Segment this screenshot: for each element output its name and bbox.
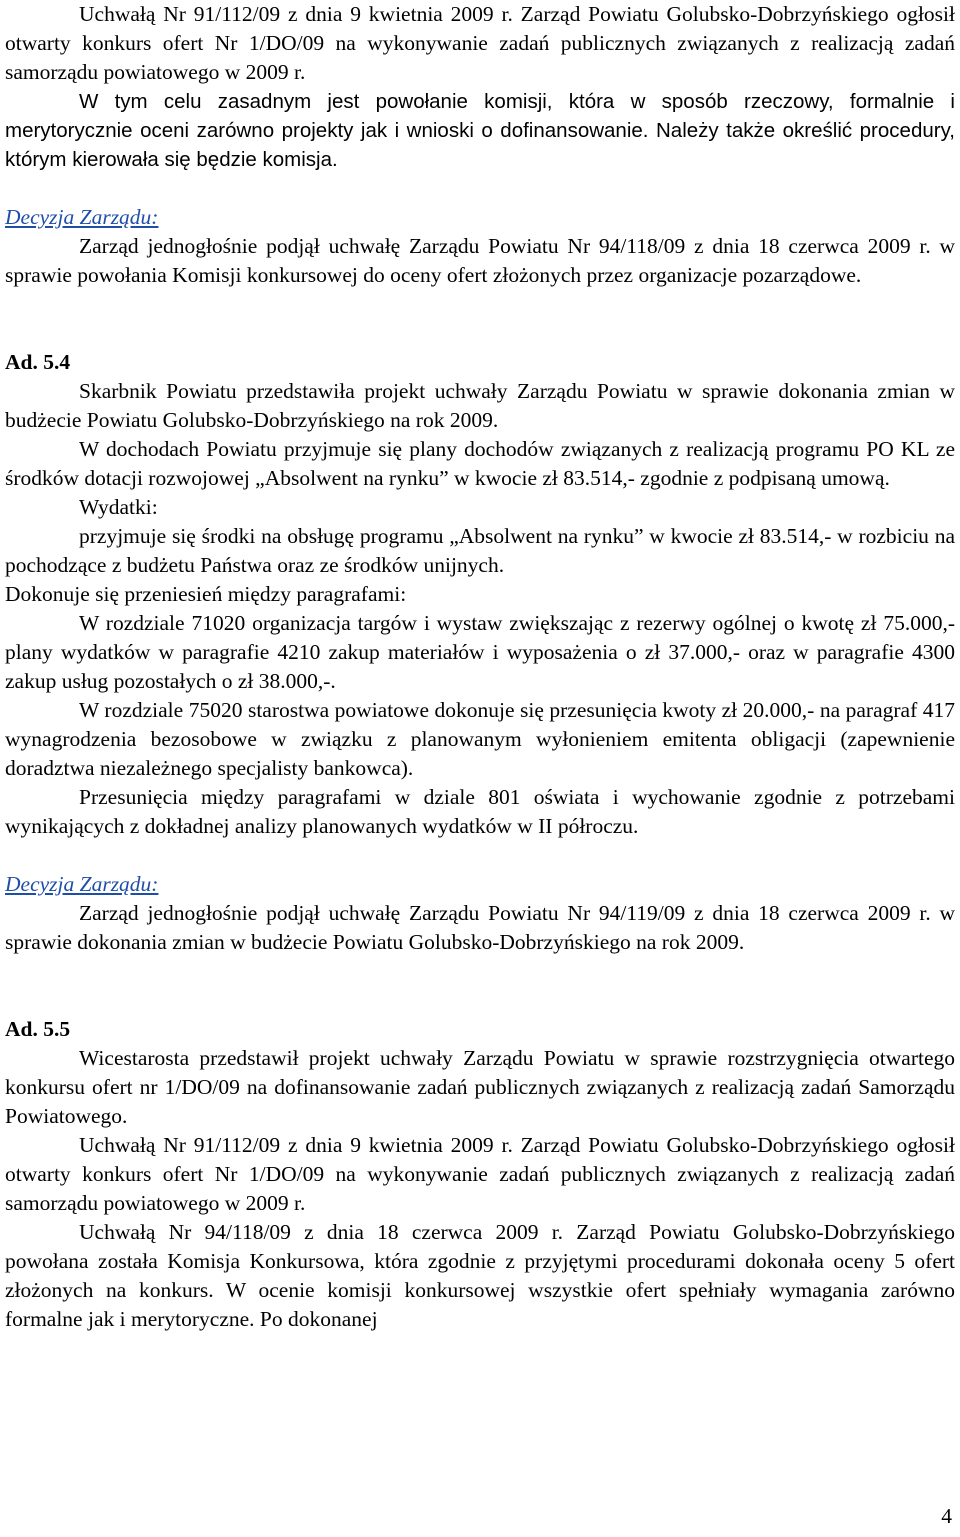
spacer: [0, 290, 960, 348]
decision-text-1: Zarząd jednogłośnie podjął uchwałę Zarządu Powiatu Nr 94/118/09 z dnia 18 czerwca 2009 r. w sprawie powołania Komisji konkursowej do oceny ofert złożonych przez organizacje pozarządowe.: [5, 234, 955, 287]
spacer: [0, 841, 960, 870]
para-rozdzial-71020: W rozdziale 71020 organizacja targów i wystaw zwiększając z rezerwy ogólnej o kwotę zł 75.000,- plany wydatków w paragrafie 4210 zakup materiałów i wyposażenia o zł 37.000,- oraz w paragrafie 4300 zakup usług pozostałych o zł 38.000,-.: [5, 611, 955, 693]
agenda-item-5-5: Ad. 5.5: [5, 1017, 71, 1041]
para-uchwala-94: Uchwałą Nr 94/118/09 z dnia 18 czerwca 2009 r. Zarząd Powiatu Golubsko-Dobrzyńskiego powołana została Komisja Konkursowa, która zgodnie z przyjętymi procedurami dokonała oceny 5 ofert złożonych na konkurs. W ocenie komisji konkursowej wszystkie ofert spełniały wymagania zarówno formalne jak i merytoryczne. Po dokonanej: [5, 1220, 955, 1331]
decision-text-2: Zarząd jednogłośnie podjął uchwałę Zarządu Powiatu Nr 94/119/09 z dnia 18 czerwca 2009 r. w sprawie dokonania zmian w budżecie Powiatu Golubsko-Dobrzyńskiego na rok 2009.: [5, 901, 955, 954]
para-przeniesienia: Dokonuje się przeniesień między paragrafami:: [5, 582, 407, 606]
para-rozdzial-75020: W rozdziale 75020 starostwa powiatowe dokonuje się przesunięcia kwoty zł 20.000,- na paragraf 417 wynagrodzenia bezosobowe w związku z planowanym wyłonieniem emitenta obligacji (zapewnienie doradztwa niezależnego specjalisty bankowca).: [5, 698, 955, 780]
para-uchwala-91: Uchwałą Nr 91/112/09 z dnia 9 kwietnia 2009 r. Zarząd Powiatu Golubsko-Dobrzyńskiego ogłosił otwarty konkurs ofert Nr 1/DO/09 na wykonywanie zadań publicznych związanych z realizacją zadań samorządu powiatowego w 2009 r.: [5, 2, 955, 84]
para-wicestarosta: Wicestarosta przedstawił projekt uchwały Zarządu Powiatu w sprawie rozstrzygnięcia otwartego konkursu ofert nr 1/DO/09 na dofinansowanie zadań publicznych związanych z realizacją zadań Samorządu Powiatowego.: [5, 1046, 955, 1128]
para-dochody: W dochodach Powiatu przyjmuje się plany dochodów związanych z realizacją programu PO KL ze środków dotacji rozwojowej „Absolwent na rynku” w kwocie zł 83.514,- zgodnie z podpisaną umową.: [5, 437, 955, 490]
label-wydatki: Wydatki:: [79, 495, 158, 519]
decision-heading-1: Decyzja Zarządu:: [5, 205, 159, 229]
para-uchwala-91-repeat: Uchwałą Nr 91/112/09 z dnia 9 kwietnia 2009 r. Zarząd Powiatu Golubsko-Dobrzyńskiego ogłosił otwarty konkurs ofert Nr 1/DO/09 na wykonywanie zadań publicznych związanych z realizacją zadań samorządu powiatowego w 2009 r.: [5, 1133, 955, 1215]
spacer: [0, 174, 960, 203]
page-number: 4: [941, 1504, 952, 1528]
decision-heading-2: Decyzja Zarządu:: [5, 872, 159, 896]
para-wydatki: przyjmuje się środki na obsługę programu „Absolwent na rynku” w kwocie zł 83.514,- w rozbiciu na pochodzące z budżetu Państwa oraz ze środków unijnych.: [5, 524, 955, 577]
para-skarbnik: Skarbnik Powiatu przedstawiła projekt uchwały Zarządu Powiatu w sprawie dokonania zmian w budżecie Powiatu Golubsko-Dobrzyńskiego na rok 2009.: [5, 379, 955, 432]
spacer: [0, 957, 960, 1015]
para-komisja-cel: W tym celu zasadnym jest powołanie komisji, która w sposób rzeczowy, formalnie i merytorycznie oceni zarówno projekty jak i wnioski o dofinansowanie. Należy także określić procedury, którym kierowała się będzie komisja.: [5, 90, 955, 171]
para-dzial-801: Przesunięcia między paragrafami w dziale 801 oświata i wychowanie zgodnie z potrzebami wynikających z dokładnej analizy planowanych wydatków w II półroczu.: [5, 785, 955, 838]
agenda-item-5-4: Ad. 5.4: [5, 350, 71, 374]
